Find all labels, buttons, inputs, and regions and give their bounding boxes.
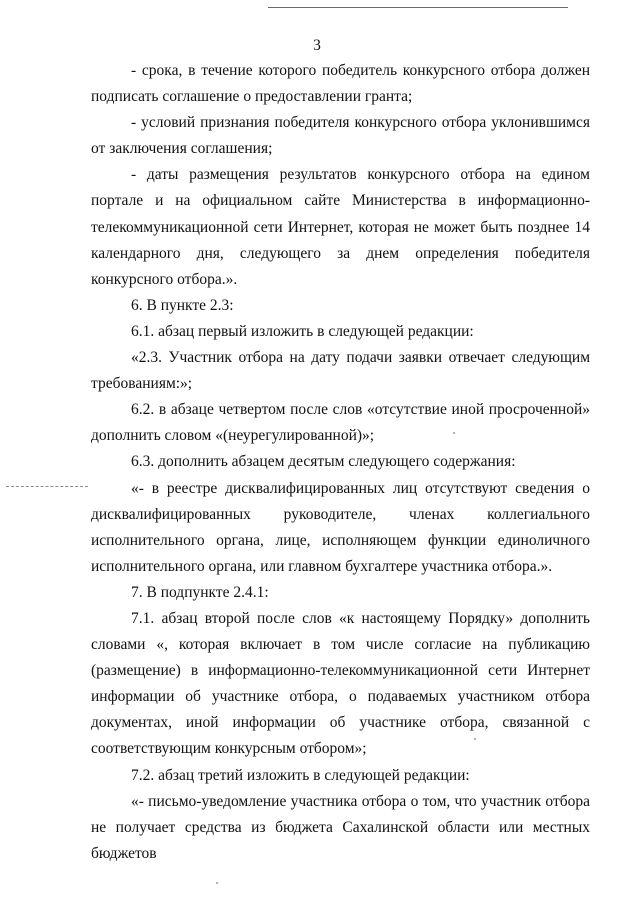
paragraph: 6.2. в абзаце четвертом после слов «отсутствие иной просроченной» дополнить словом «(неурегулированной)»; xyxy=(91,401,590,445)
page-number: 3 xyxy=(313,37,321,54)
paragraph: 6. В пункте 2.3: xyxy=(131,296,234,314)
paragraph: 7. В подпункте 2.4.1: xyxy=(131,583,269,601)
paragraph: - условий признания победителя конкурсного отбора уклонившимся от заключения соглашения; xyxy=(91,114,590,158)
paragraph: 6.3. дополнить абзацем десятым следующего содержания: xyxy=(131,453,516,471)
margin-scan-mark xyxy=(6,486,88,487)
paragraph: «- письмо-уведомление участника отбора о том, что участник отбора не получает средства из бюджета Сахалинской области или местных бюджетов xyxy=(91,792,590,862)
paragraph: - даты размещения результатов конкурсного отбора на едином портале и на официальном сайте Министерства в информационно-телекоммуникационной сети Интернет, которая не может быть позднее 14 календарного дня, следующего за днем определения победителя конкурсного отбора.». xyxy=(91,166,590,288)
paragraph: 7.2. абзац третий изложить в следующей редакции: xyxy=(131,766,470,784)
paragraph: «2.3. Участник отбора на дату подачи заявки отвечает следующим требованиям:»; xyxy=(91,349,590,393)
scan-speck xyxy=(216,882,218,884)
paragraph: - срока, в течение которого победитель конкурсного отбора должен подписать соглашение о предоставлении гранта; xyxy=(91,62,590,106)
top-rule xyxy=(268,7,568,8)
paragraph: 6.1. абзац первый изложить в следующей редакции: xyxy=(131,322,474,340)
paragraph: 7.1. абзац второй после слов «к настоящему Порядку» дополнить словами «, которая включает в том числе согласие на публикацию (размещение) в информационно-телекоммуникационной сети Интернет информации об участнике отбора, о подаваемых участником отбора документах, иной информации об участнике отбора, связанной с соответствующим конкурсным отбором»; xyxy=(91,609,590,758)
paragraph: «- в реестре дисквалифицированных лиц отсутствуют сведения о дисквалифицированных руководителе, членах коллегиального исполнительного органа, лице, исполняющем функции единоличного исполнительного органа, или главном бухгалтере участника отбора.». xyxy=(91,479,590,575)
document-body xyxy=(91,58,590,867)
